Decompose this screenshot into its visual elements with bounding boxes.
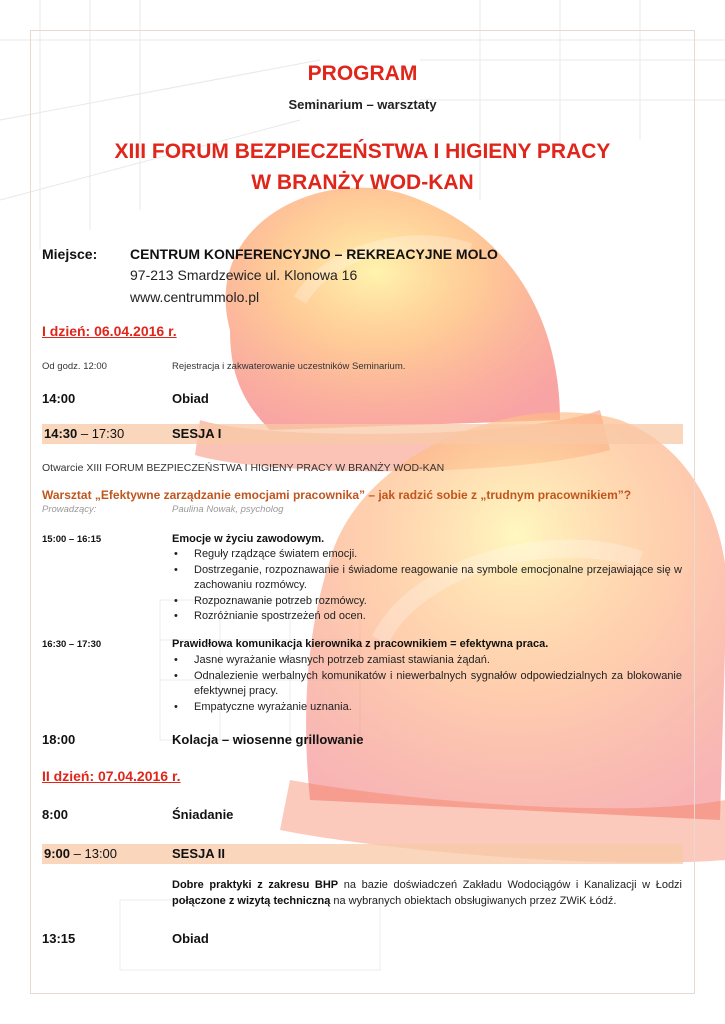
registration-text: Rejestracja i zakwaterowanie uczestników Seminarium. [172, 361, 406, 372]
session1-band [42, 424, 683, 444]
day1-heading: I dzień: 06.04.2016 r. [42, 323, 177, 339]
slot2-bullet-list [172, 653, 682, 715]
workshop-title: Warsztat „Efektywne zarządzanie emocjami pracownika” – jak radzić sobie z „trudnym pracownikiem”? [42, 488, 632, 502]
slot2-time: 16:30 – 17:30 [42, 639, 102, 650]
leader-value: Paulina Nowak, psycholog [172, 504, 284, 515]
session1-start: 14:30 [44, 426, 78, 441]
page-subtitle: Seminarium – warsztaty [288, 97, 437, 112]
desc-bold-visit: połączone z wizytą techniczną [172, 894, 331, 907]
list-item: • Jasne wyrażanie własnych potrzeb zamiast stawiania żądań. [172, 653, 682, 669]
lunch-time: 14:00 [42, 391, 76, 406]
list-item: • Odnalezienie werbalnych komunikatów i niewerbalnych sygnałów odpowiedzialnych za blokowanie efektywnej pracy. [172, 669, 682, 700]
session1-time [44, 426, 124, 441]
session2-start: 9:00 [44, 846, 71, 861]
venue-label: Miejsce: [42, 246, 98, 262]
slot1-heading: Emocje w życiu zawodowym. [172, 533, 325, 545]
registration-time: Od godz. 12:00 [42, 361, 107, 372]
forum-title-line2: W BRANŻY WOD-KAN [251, 171, 474, 194]
session1-label: SESJA I [172, 426, 222, 441]
session2-time [44, 846, 117, 861]
desc-text-basis: na bazie doświadczeń Zakładu Wodociągów i Kanalizacji w Łodzi [338, 879, 683, 891]
desc-text-objects: na wybranych obiektach obsługiwanych przez ZWiK Łódź. [330, 894, 617, 907]
slot2-heading: Prawidłowa komunikacja kierownika z pracownikiem = efektywna praca. [172, 638, 549, 650]
venue-name: CENTRUM KONFERENCYJNO – REKREACYJNE MOLO [130, 246, 498, 262]
day2-lunch-time: 13:15 [42, 931, 76, 946]
dinner-time: 18:00 [42, 732, 76, 747]
session1-end: – 17:30 [77, 426, 125, 441]
venue-address: 97-213 Smardzewice ul. Klonowa 16 [130, 267, 358, 283]
lunch-label: Obiad [172, 391, 209, 406]
day2-lunch-label: Obiad [172, 931, 209, 946]
list-item: • Rozpoznawanie potrzeb rozmówcy. [172, 594, 682, 610]
list-item: • Rozróżnianie spostrzeżeń od ocen. [172, 609, 682, 625]
breakfast-time: 8:00 [42, 807, 69, 822]
forum-title-line1: XIII FORUM BEZPIECZEŃSTWA I HIGIENY PRACY [114, 140, 611, 163]
list-item: • Reguły rządzące światem emocji. [172, 547, 682, 563]
venue-website-link[interactable]: www.centrummolo.pl [130, 289, 260, 305]
day2-heading: II dzień: 07.04.2016 r. [42, 768, 181, 784]
leader-label: Prowadzący: [42, 504, 97, 515]
slot1-bullet-list [172, 547, 682, 625]
desc-bold-practices: Dobre praktyki z zakresu BHP [172, 879, 339, 891]
session2-label: SESJA II [172, 846, 225, 861]
session2-end: – 13:00 [70, 846, 118, 861]
breakfast-label: Śniadanie [172, 807, 234, 822]
list-item: • Empatyczne wyrażanie uznania. [172, 700, 682, 716]
session2-band [42, 844, 683, 864]
dinner-label: Kolacja – wiosenne grillowanie [172, 732, 364, 747]
list-item: • Dostrzeganie, rozpoznawanie i świadome reagowanie na symbole emocjonalne przejawiające się w zachowaniu rozmówcy. [172, 563, 682, 594]
page-title: PROGRAM [307, 62, 418, 85]
opening-text: Otwarcie XIII FORUM BEZPIECZEŃSTWA I HIGIENY PRACY W BRANŻY WOD-KAN [42, 462, 445, 474]
slot1-time: 15:00 – 16:15 [42, 534, 102, 545]
session2-description [172, 878, 682, 909]
